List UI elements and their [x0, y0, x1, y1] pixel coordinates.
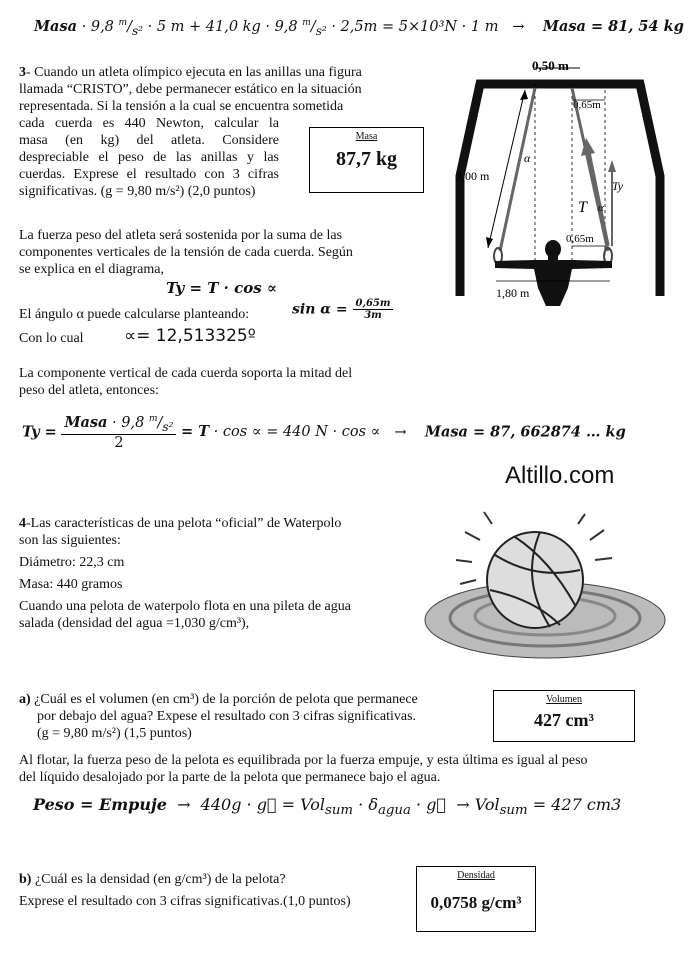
final-eq-lhs: Ty = — [22, 423, 57, 441]
q3-number: 3 — [19, 65, 26, 80]
q4b-line: Exprese el resultado con 3 cifras significativas.(1,0 puntos) — [19, 894, 351, 909]
volumen-caption: Volumen — [546, 694, 582, 705]
masa-caption: Masa — [355, 131, 378, 142]
sin-lhs: sin α = — [292, 301, 348, 318]
densidad-answer-box — [416, 866, 536, 932]
q4-flota-line: salada (densidad del agua =1,030 g/cm³), — [19, 616, 250, 631]
top-width-label: 0,50 m — [532, 58, 569, 73]
top-equation: Masa · 9,8 $^m/_{s^2} \cdot 5$ m + 41,0 kg · 9,8 $^m/_{s^2} \cdot 2,5m = 5\times 10^3N \cdot 1$ m → Masa = 81, 54 kg — [34, 18, 684, 38]
q4-flota-line: Cuando una pelota de waterpolo flota en una pileta de agua — [19, 599, 351, 614]
alpha-right-label: α — [598, 202, 604, 214]
q4a-equation: Peso = Empuje → 440g · g⃗ = $Vol_{sum} \cdot \delta_{agua}$ · g⃗ → Vol$_{sum}$ = 427 cm3 — [33, 795, 622, 819]
densidad-value: 0,0758 g/cm³ — [430, 893, 522, 912]
explanation-line: se explica en el diagrama, — [19, 262, 164, 277]
con-lo-cual: Con lo cual — [19, 331, 84, 346]
alpha-value: ∝= 12,513325º — [124, 326, 256, 346]
q4-diametro: Diámetro: 22,3 cm — [19, 555, 125, 570]
q3-line: representada. Si la tensión a la cual se encuentra sometida — [19, 99, 344, 114]
q3-final-equation — [22, 414, 626, 451]
sin-formula — [292, 298, 393, 321]
q4a-question — [19, 691, 479, 742]
q3-line: llamada “CRISTO”, debe permanecer estático en la situación — [19, 82, 362, 97]
q4a-line: (g = 9,80 m/s²) (1,5 puntos) — [37, 726, 192, 741]
q4b-line: ¿Cuál es la densidad (en g/cm³) de la pelota? — [34, 872, 286, 887]
q3-line: cada cuerda es 440 Newton, calcular la — [19, 116, 279, 131]
ty-formula: Ty = T · cos ∝ — [166, 279, 277, 297]
q4a-explanation-line: del líquido desalojado por la parte de la pelota que permanece bajo el agua. — [19, 770, 441, 785]
q4-number: 4 — [19, 516, 26, 531]
vertical-line: peso del atleta, entonces: — [19, 383, 159, 398]
final-eq-result: Masa = 87, 662874 … kg — [424, 423, 626, 441]
rings-diagram — [440, 56, 670, 306]
final-eq-rhs: = T · cos ∝ = 440 N · cos ∝ — [181, 423, 381, 441]
q4a-explanation-line: Al flotar, la fuerza peso de la pelota es equilibrada por la fuerza empuje, y esta última es igual al peso — [19, 753, 588, 768]
final-eq-arrow: → — [394, 424, 407, 441]
rope-length-label: 3,00 m — [456, 169, 490, 183]
offset-bottom-label: 0,65m — [566, 233, 594, 245]
final-eq-den: 2 — [114, 434, 124, 451]
q3-line: despreciable el peso de las anillas y las — [19, 150, 279, 165]
q4a-explanation — [19, 752, 699, 786]
sin-num: 0,65m — [353, 298, 394, 310]
q4b-label: b) — [19, 872, 32, 887]
q4-intro-line: son las siguientes: — [19, 533, 121, 548]
waterpolo-ball-illustration — [420, 510, 670, 670]
q4-masa: Masa: 440 gramos — [19, 577, 123, 592]
angle-text: El ángulo α puede calcularse planteando: — [19, 307, 250, 322]
watermark: Altillo.com — [505, 462, 615, 489]
q3-line: cuerdas. Exprese el resultado con 3 cifras — [19, 167, 279, 182]
q3-line-text: significativas. (g = 9,80 m/s²) (2,0 puntos) — [19, 184, 256, 199]
sin-den: 3m — [364, 310, 382, 321]
q3-vertical — [19, 365, 419, 399]
tension-label: T — [578, 199, 587, 216]
q4b-question — [19, 871, 419, 910]
q3-explanation — [19, 227, 419, 278]
q4a-line: ¿Cuál es el volumen (en cm³) de la porción de pelota que permanece — [34, 692, 418, 707]
volumen-answer-box — [493, 690, 635, 742]
vertical-line: La componente vertical de cada cuerda soporta la mitad del — [19, 366, 353, 381]
densidad-caption: Densidad — [457, 870, 495, 881]
q4-intro — [19, 515, 419, 632]
q3-line: - Cuando un atleta olímpico ejecuta en las anillas una figura — [26, 65, 362, 80]
q4a-line: por debajo del agua? Expese el resultado con 3 cifras significativas. — [37, 709, 417, 724]
explanation-line: componentes verticales de la tensión de cada cuerda. Según — [19, 245, 353, 260]
volumen-value: 427 cm³ — [534, 710, 594, 730]
masa-answer-box — [309, 127, 424, 193]
alpha-left-label: α — [524, 151, 531, 165]
offset-top-label: 0,65m — [573, 99, 601, 111]
q4a-label: a) — [19, 692, 31, 707]
q3-line: masa (en kg) del atleta. Considere — [19, 133, 279, 148]
final-eq-num: Masa · 9,8 $^m/_{s^2}$ — [61, 414, 176, 435]
q4-intro-line: -Las características de una pelota “oficial” de Waterpolo — [26, 516, 342, 531]
tension-y-label: Ty — [612, 179, 624, 193]
explanation-line: La fuerza peso del atleta será sostenida por la suma de las — [19, 228, 343, 243]
bottom-width-label: 1,80 m — [496, 286, 530, 300]
masa-value: 87,7 kg — [335, 148, 398, 170]
